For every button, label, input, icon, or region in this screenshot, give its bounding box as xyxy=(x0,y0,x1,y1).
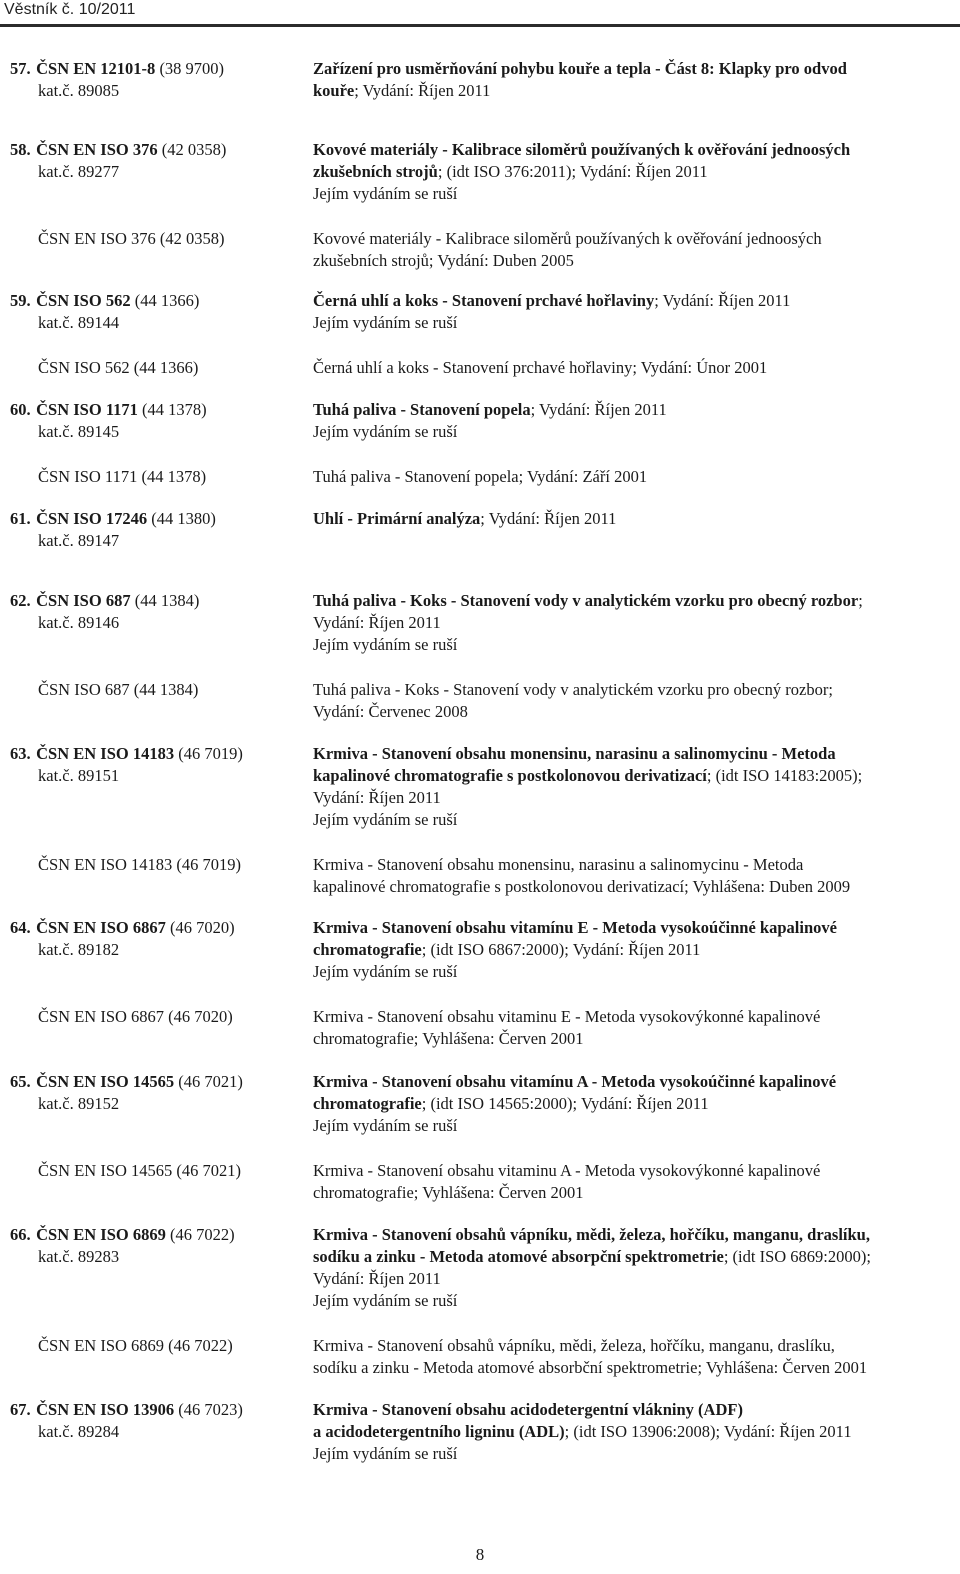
replaced-standard-code xyxy=(0,466,300,488)
standard-title: a acidodetergentního ligninu (ADL) xyxy=(313,1422,565,1441)
replaced-standard-title xyxy=(313,228,943,272)
standard-title: chromatografie xyxy=(313,1094,422,1113)
standard-code: ČSN ISO 687 xyxy=(36,591,131,610)
standard-issue-info: Jejím vydáním se ruší xyxy=(313,1116,458,1135)
standard-title-column xyxy=(313,743,943,831)
standard-title-column xyxy=(313,139,943,205)
standard-code-column xyxy=(0,399,300,443)
replaced-standard-title xyxy=(313,1335,943,1379)
replaced-standard-code xyxy=(0,1335,300,1357)
standard-title-column xyxy=(313,1399,943,1465)
standard-title: Krmiva - Stanovení obsahů vápníku, mědi, železa, hořčíku, manganu, draslíku, xyxy=(313,1225,870,1244)
standard-title-line xyxy=(313,1290,943,1312)
standard-issue-info: ; Vydání: Říjen 2011 xyxy=(530,400,667,419)
standard-title-line xyxy=(313,1093,943,1115)
standard-title-line xyxy=(313,58,943,80)
replaced-code: ČSN EN ISO 6869 (46 7022) xyxy=(38,1336,233,1355)
entry-number: 61. xyxy=(10,509,31,528)
page-header xyxy=(0,0,960,32)
standard-title: Krmiva - Stanovení obsahu vitamínu E - Metoda vysokoúčinné kapalinové xyxy=(313,918,837,937)
replaced-title-line: chromatografie; Vyhlášena: Červen 2001 xyxy=(313,1183,584,1202)
standard-code-line xyxy=(0,1224,300,1246)
standard-code: ČSN EN ISO 13906 xyxy=(36,1400,175,1419)
standard-title-line xyxy=(313,80,943,102)
standard-issue-info: Jejím vydáním se ruší xyxy=(313,184,458,203)
standard-title-column xyxy=(313,1224,943,1312)
replaced-standard-code xyxy=(0,1006,300,1028)
standard-code-line xyxy=(0,508,300,530)
standard-title: chromatografie xyxy=(313,940,422,959)
standard-title-column xyxy=(313,917,943,983)
standard-issue-info: Jejím vydáním se ruší xyxy=(313,962,458,981)
replaced-title-line: Černá uhlí a koks - Stanovení prchavé hořlaviny; Vydání: Únor 2001 xyxy=(313,358,768,377)
standard-issue-info: ; Vydání: Říjen 2011 xyxy=(480,509,617,528)
replaced-code: ČSN ISO 562 (44 1366) xyxy=(38,358,199,377)
entry-number: 64. xyxy=(10,918,31,937)
standard-code: ČSN EN ISO 376 xyxy=(36,140,158,159)
standard-issue-info: Jejím vydáním se ruší xyxy=(313,422,458,441)
standard-issue-info: Vydání: Říjen 2011 xyxy=(313,788,441,807)
standard-class-code: (42 0358) xyxy=(157,140,227,159)
standard-class-code: (46 7022) xyxy=(165,1225,235,1244)
replaced-standard-title xyxy=(313,1006,943,1050)
standard-title: Krmiva - Stanovení obsahu acidodetergentní vlákniny (ADF) xyxy=(313,1400,743,1419)
catalog-number: kat.č. 89284 xyxy=(38,1422,120,1441)
entry-number: 60. xyxy=(10,400,31,419)
standard-title: kouře xyxy=(313,81,355,100)
entry-number: 63. xyxy=(10,744,31,763)
replaced-standard-title xyxy=(313,854,943,898)
standard-title-line xyxy=(313,765,943,787)
standard-title-line xyxy=(313,1421,943,1443)
standard-title-line xyxy=(313,961,943,983)
standard-title-line xyxy=(313,399,943,421)
replaced-code: ČSN EN ISO 14183 (46 7019) xyxy=(38,855,242,874)
standard-title: sodíku a zinku - Metoda atomové absorpční spektrometrie xyxy=(313,1247,724,1266)
page-number: 8 xyxy=(475,1545,485,1564)
standard-title-line xyxy=(313,1115,943,1137)
standard-code-line xyxy=(0,917,300,939)
standard-title-line xyxy=(313,1399,943,1421)
standard-code-column xyxy=(0,590,300,634)
standard-title-column xyxy=(313,508,943,530)
standard-class-code: (44 1384) xyxy=(130,591,200,610)
replaced-standard-code xyxy=(0,679,300,701)
replaced-standard-title xyxy=(313,357,943,379)
standard-title: Tuhá paliva - Koks - Stanovení vody v analytickém vzorku pro obecný rozbor xyxy=(313,591,859,610)
standard-code-line xyxy=(0,139,300,161)
standard-title-line xyxy=(313,1268,943,1290)
entry-number: 67. xyxy=(10,1400,31,1419)
standard-title: zkušebních strojů xyxy=(313,162,438,181)
standard-title-line xyxy=(313,634,943,656)
standard-title-line xyxy=(313,1224,943,1246)
standard-issue-info: ; (idt ISO 14565:2000); Vydání: Říjen 2011 xyxy=(421,1094,709,1113)
replaced-standard-code xyxy=(0,854,300,876)
standard-title-line xyxy=(313,809,943,831)
standard-title-line xyxy=(313,421,943,443)
standard-code-column xyxy=(0,58,300,102)
replaced-standard-code xyxy=(0,357,300,379)
replaced-code: ČSN ISO 1171 (44 1378) xyxy=(38,467,207,486)
replaced-title-line: zkušebních strojů; Vydání: Duben 2005 xyxy=(313,251,574,270)
standard-title-column xyxy=(313,399,943,443)
standard-code: ČSN EN ISO 6867 xyxy=(36,918,166,937)
standard-code: ČSN ISO 17246 xyxy=(36,509,148,528)
catalog-number: kat.č. 89151 xyxy=(38,766,120,785)
standard-title-line xyxy=(313,1071,943,1093)
standard-code-line xyxy=(0,743,300,765)
replaced-code: ČSN ISO 687 (44 1384) xyxy=(38,680,199,699)
standard-title: Uhlí - Primární analýza xyxy=(313,509,481,528)
replaced-code: ČSN EN ISO 376 (42 0358) xyxy=(38,229,225,248)
standard-issue-info: ; (idt ISO 6867:2000); Vydání: Říjen 2011 xyxy=(421,940,701,959)
entry-number: 62. xyxy=(10,591,31,610)
standard-title-line xyxy=(313,312,943,334)
standard-title-line xyxy=(313,787,943,809)
replaced-title-line: kapalinové chromatografie s postkolonovou derivatizací; Vyhlášena: Duben 2009 xyxy=(313,877,851,896)
standard-code: ČSN EN ISO 6869 xyxy=(36,1225,166,1244)
standard-title-line xyxy=(313,612,943,634)
standard-class-code: (44 1380) xyxy=(147,509,216,528)
standard-issue-info: Jejím vydáním se ruší xyxy=(313,1291,458,1310)
replaced-title-line: Kovové materiály - Kalibrace siloměrů používaných k ověřování jednoosých xyxy=(313,229,822,248)
standard-issue-info: Jejím vydáním se ruší xyxy=(313,1444,458,1463)
standard-class-code: (44 1366) xyxy=(130,291,200,310)
standard-code-line xyxy=(0,590,300,612)
standard-code: ČSN ISO 1171 xyxy=(36,400,138,419)
replaced-title-line: Krmiva - Stanovení obsahu vitaminu A - Metoda vysokovýkonné kapalinové xyxy=(313,1161,821,1180)
entry-number: 58. xyxy=(10,140,31,159)
standard-issue-info: Jejím vydáním se ruší xyxy=(313,635,458,654)
replaced-title-line: Tuhá paliva - Stanovení popela; Vydání: Září 2001 xyxy=(313,467,648,486)
catalog-number: kat.č. 89152 xyxy=(38,1094,120,1113)
standard-class-code: (44 1378) xyxy=(137,400,207,419)
standard-code-line xyxy=(0,290,300,312)
standard-title: Krmiva - Stanovení obsahu vitamínu A - Metoda vysokoúčinné kapalinové xyxy=(313,1072,837,1091)
standard-code-column xyxy=(0,508,300,552)
catalog-number: kat.č. 89085 xyxy=(38,81,120,100)
standard-issue-info: ; Vydání: Říjen 2011 xyxy=(654,291,791,310)
standard-title-column xyxy=(313,58,943,102)
standard-class-code: (38 9700) xyxy=(155,59,225,78)
catalog-number: kat.č. 89146 xyxy=(38,613,120,632)
replaced-standard-code xyxy=(0,228,300,250)
catalog-number: kat.č. 89147 xyxy=(38,531,120,550)
standard-issue-info: Jejím vydáním se ruší xyxy=(313,313,458,332)
entry-number: 65. xyxy=(10,1072,31,1091)
standard-code-column xyxy=(0,139,300,183)
catalog-number: kat.č. 89144 xyxy=(38,313,120,332)
standard-code: ČSN EN 12101-8 xyxy=(36,59,156,78)
replaced-title-line: chromatografie; Vyhlášena: Červen 2001 xyxy=(313,1029,584,1048)
standard-title-line xyxy=(313,183,943,205)
replaced-title-line: Krmiva - Stanovení obsahů vápníku, mědi, železa, hořčíku, manganu, draslíku, xyxy=(313,1336,835,1355)
standard-issue-info: ; (idt ISO 376:2011); Vydání: Říjen 2011 xyxy=(437,162,708,181)
standard-class-code: (46 7021) xyxy=(174,1072,243,1091)
replaced-title-line: Krmiva - Stanovení obsahu vitaminu E - Metoda vysokovýkonné kapalinové xyxy=(313,1007,821,1026)
standard-title-line xyxy=(313,1246,943,1268)
standard-issue-info: ; xyxy=(858,591,863,610)
replaced-standard-title xyxy=(313,1160,943,1204)
standard-code-line xyxy=(0,399,300,421)
standard-title-line xyxy=(313,743,943,765)
standard-title-line xyxy=(313,139,943,161)
standard-code-line xyxy=(0,1071,300,1093)
replaced-title-line: Krmiva - Stanovení obsahu monensinu, narasinu a salinomycinu - Metoda xyxy=(313,855,804,874)
standard-class-code: (46 7023) xyxy=(174,1400,243,1419)
standard-issue-info: Vydání: Říjen 2011 xyxy=(313,1269,441,1288)
standard-code-column xyxy=(0,1399,300,1443)
header-divider xyxy=(0,24,960,27)
standard-issue-info: Vydání: Říjen 2011 xyxy=(313,613,441,632)
replaced-code: ČSN EN ISO 6867 (46 7020) xyxy=(38,1007,233,1026)
standard-code-line xyxy=(0,58,300,80)
replaced-standard-title xyxy=(313,466,943,488)
entry-number: 59. xyxy=(10,291,31,310)
replaced-standard-code xyxy=(0,1160,300,1182)
standard-class-code: (46 7019) xyxy=(174,744,243,763)
standard-code-column xyxy=(0,1071,300,1115)
standard-code-column xyxy=(0,917,300,961)
replaced-title-line: Vydání: Červenec 2008 xyxy=(313,702,468,721)
standard-title-line xyxy=(313,939,943,961)
catalog-number: kat.č. 89145 xyxy=(38,422,120,441)
standard-title-line xyxy=(313,1443,943,1465)
standard-issue-info: ; (idt ISO 14183:2005); xyxy=(706,766,863,785)
standard-issue-info: ; (idt ISO 13906:2008); Vydání: Říjen 2011 xyxy=(564,1422,852,1441)
standard-title: Černá uhlí a koks - Stanovení prchavé hořlaviny xyxy=(313,291,655,310)
replaced-standard-title xyxy=(313,679,943,723)
standard-title-line xyxy=(313,290,943,312)
standard-title-line xyxy=(313,161,943,183)
entry-number: 66. xyxy=(10,1225,31,1244)
standard-title-line xyxy=(313,508,943,530)
journal-title: Věstník č. 10/2011 xyxy=(4,1,136,18)
standard-title: Tuhá paliva - Stanovení popela xyxy=(313,400,531,419)
standard-code: ČSN ISO 562 xyxy=(36,291,131,310)
standard-title: Zařízení pro usměrňování pohybu kouře a tepla - Část 8: Klapky pro odvod xyxy=(313,59,847,78)
standard-title: Krmiva - Stanovení obsahu monensinu, narasinu a salinomycinu - Metoda xyxy=(313,744,836,763)
standard-code-column xyxy=(0,743,300,787)
catalog-number: kat.č. 89283 xyxy=(38,1247,120,1266)
standard-code: ČSN EN ISO 14183 xyxy=(36,744,175,763)
standard-issue-info: ; Vydání: Říjen 2011 xyxy=(354,81,491,100)
catalog-number: kat.č. 89277 xyxy=(38,162,120,181)
standard-class-code: (46 7020) xyxy=(165,918,235,937)
standard-title-line xyxy=(313,590,943,612)
catalog-number: kat.č. 89182 xyxy=(38,940,120,959)
standard-title: Kovové materiály - Kalibrace siloměrů používaných k ověřování jednoosých xyxy=(313,140,851,159)
replaced-title-line: sodíku a zinku - Metoda atomové absorbční spektrometrie; Vyhlášena: Červen 2001 xyxy=(313,1358,868,1377)
entry-number: 57. xyxy=(10,59,31,78)
standard-title-line xyxy=(313,917,943,939)
replaced-title-line: Tuhá paliva - Koks - Stanovení vody v analytickém vzorku pro obecný rozbor; xyxy=(313,680,833,699)
standard-title-column xyxy=(313,1071,943,1137)
replaced-code: ČSN EN ISO 14565 (46 7021) xyxy=(38,1161,242,1180)
standard-issue-info: ; (idt ISO 6869:2000); xyxy=(723,1247,871,1266)
standard-code: ČSN EN ISO 14565 xyxy=(36,1072,175,1091)
standard-title-column xyxy=(313,290,943,334)
standard-title: kapalinové chromatografie s postkolonovou derivatizací xyxy=(313,766,707,785)
standard-title-column xyxy=(313,590,943,656)
standard-code-column xyxy=(0,1224,300,1268)
standard-code-column xyxy=(0,290,300,334)
standard-issue-info: Jejím vydáním se ruší xyxy=(313,810,458,829)
standard-code-line xyxy=(0,1399,300,1421)
